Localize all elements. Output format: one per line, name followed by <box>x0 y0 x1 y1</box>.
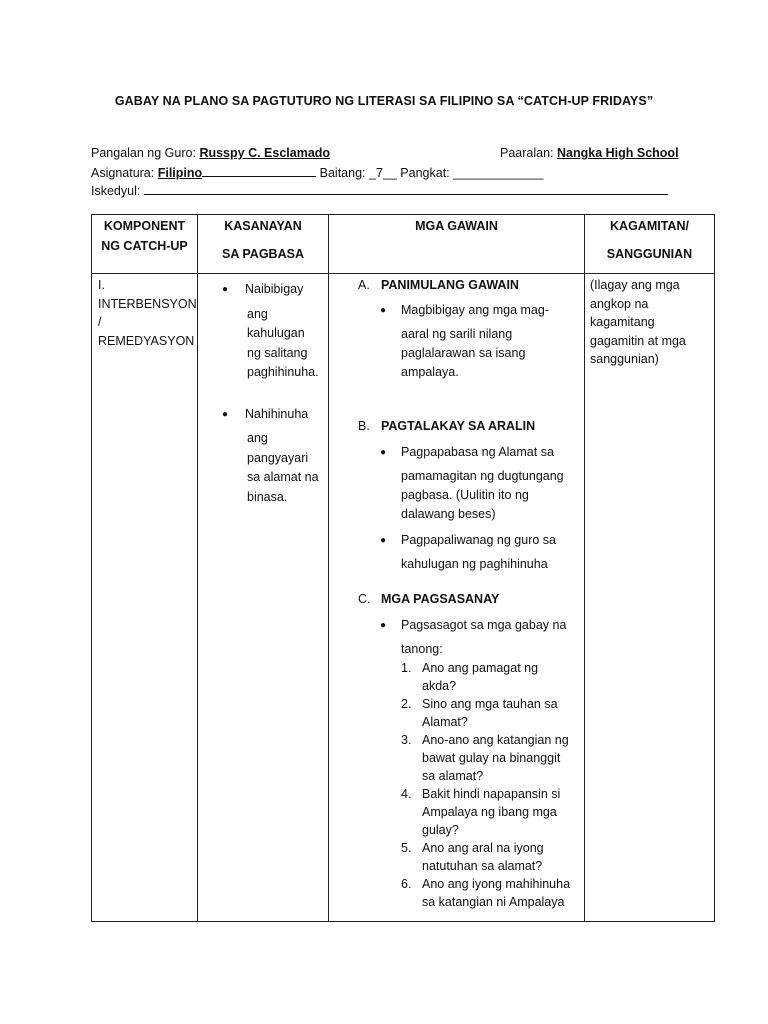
school-line <box>500 146 679 160</box>
kagamitan-cell <box>585 274 715 922</box>
kasanayan-text: Nahihinuha <box>245 406 309 421</box>
activity-text: aaral ng sarili nilang <box>401 327 513 341</box>
section-b-item <box>358 531 580 574</box>
activity-text: Pagpapaliwanag ng guro sa <box>401 533 556 547</box>
section-c-letter: C. <box>358 592 371 606</box>
table-header-row <box>92 215 715 274</box>
komponent-line: INTERBENSYON <box>98 296 197 311</box>
question-item: 5. Ano ang aral na iyong natutuhan sa alamat? <box>401 841 544 873</box>
gawain-cell <box>329 274 585 922</box>
header-gawain <box>329 215 585 274</box>
komponent-cell <box>92 274 198 922</box>
header-gawain-text: MGA GAWAIN <box>415 219 498 233</box>
activity-text: ampalaya. <box>401 365 459 379</box>
activity-text: pamamagitan ng dugtungang <box>401 469 564 483</box>
kagamitan-text: (Ilagay ang mga <box>590 278 680 292</box>
bullet-icon: ● <box>380 447 387 458</box>
lesson-plan-table <box>91 214 715 922</box>
question-item: 4. Bakit hindi napapansin si Ampalaya ng ibang mga gulay? <box>401 787 561 837</box>
section-a-letter: A. <box>358 278 370 292</box>
subject-value: Filipino <box>157 166 203 180</box>
bullet-icon: ● <box>222 284 229 295</box>
section-a-heading <box>358 276 580 295</box>
grade-label: Baitang: <box>319 166 366 180</box>
school-label: Paaralan: <box>500 146 554 160</box>
question-item: 3. Ano-ano ang katangian ng bawat gulay na binanggit sa alamat? <box>401 733 569 783</box>
kasanayan-text: sa alamat na <box>247 470 319 484</box>
komponent-number: I. <box>98 278 105 292</box>
header-komponent-line2: NG CATCH-UP <box>101 239 188 253</box>
bullet-icon: ● <box>380 620 387 631</box>
teacher-label: Pangalan ng Guro: <box>91 146 196 160</box>
section-c-title: MGA PAGSASANAY <box>381 592 500 606</box>
section-value: _____________ <box>453 166 544 180</box>
activity-text: Pagpapabasa ng Alamat sa <box>401 445 554 459</box>
subject-line <box>91 164 544 180</box>
section-label: Pangkat: <box>400 166 450 180</box>
kagamitan-text: sanggunian) <box>590 352 659 366</box>
activity-text: dalawang beses) <box>401 507 496 521</box>
section-c-item <box>358 616 580 911</box>
teacher-name: Russpy C. Esclamado <box>199 146 331 160</box>
section-b-item <box>358 443 580 524</box>
question-item: 6. Ano ang iyong mahihinuha sa katangian ni Ampalaya <box>401 877 571 909</box>
bullet-icon: ● <box>380 535 387 546</box>
grade-value: _7__ <box>369 166 397 180</box>
teacher-line <box>91 146 330 160</box>
activity-text: tanong: <box>401 642 443 656</box>
header-kagamitan <box>585 215 715 274</box>
header-kasanayan-line1: KASANAYAN <box>224 219 302 233</box>
kasanayan-cell <box>198 274 329 922</box>
header-kagamitan-line2: SANGGUNIAN <box>606 247 693 261</box>
section-b-heading <box>358 417 580 436</box>
section-a-item <box>358 301 580 382</box>
school-name: Nangka High School <box>557 146 679 160</box>
activity-text: pagbasa. (Uulitin ito ng <box>401 488 529 502</box>
kasanayan-text: paghihinuha. <box>247 365 319 379</box>
document-title: GABAY NA PLANO SA PAGTUTURO NG LITERASI SA FILIPINO SA “CATCH-UP FRIDAYS” <box>114 94 654 108</box>
section-a-title: PANIMULANG GAWAIN <box>381 278 519 292</box>
kagamitan-text: angkop na <box>590 296 649 311</box>
section-b-letter: B. <box>358 419 370 433</box>
question-item: 1. Ano ang pamagat ng akda? <box>401 661 539 693</box>
kasanayan-text: pangyayari <box>247 450 309 465</box>
schedule-label: Iskedyul: <box>91 184 141 198</box>
header-komponent <box>92 215 198 274</box>
table-body-row <box>92 274 715 922</box>
kasanayan-text: Naibibigay <box>245 282 304 296</box>
header-komponent-line1: KOMPONENT <box>103 219 186 233</box>
komponent-line: REMEDYASYON <box>98 333 195 348</box>
section-c-heading <box>358 590 580 609</box>
kasanayan-text: ang <box>247 306 268 321</box>
kasanayan-text: binasa. <box>247 489 288 504</box>
section-b-title: PAGTALAKAY SA ARALIN <box>381 419 536 433</box>
schedule-blank-line <box>144 182 668 195</box>
activity-text: Pagsasagot sa mga gabay na <box>401 618 567 632</box>
bullet-icon: ● <box>222 408 229 420</box>
kasanayan-item <box>224 280 324 300</box>
kasanayan-item <box>224 405 324 425</box>
question-item: 2. Sino ang mga tauhan sa Alamat? <box>401 697 558 729</box>
activity-text: Magbibigay ang mga mag- <box>401 303 549 317</box>
kasanayan-text: ang <box>247 431 268 445</box>
subject-label: Asignatura: <box>91 166 155 180</box>
subject-blank-line <box>202 164 316 177</box>
header-kasanayan-line2: SA PAGBASA <box>222 247 304 261</box>
kasanayan-text: ng salitang <box>247 345 308 360</box>
komponent-line: / <box>98 315 102 329</box>
kagamitan-text: kagamitang <box>590 315 655 329</box>
bullet-icon: ● <box>380 305 387 316</box>
question-list <box>401 659 570 911</box>
activity-text: paglalarawan sa isang <box>401 346 526 360</box>
header-kasanayan <box>198 215 329 274</box>
kagamitan-text: gagamitin at mga <box>590 333 686 348</box>
activity-text: kahulugan ng paghihinuha <box>401 557 548 571</box>
schedule-line <box>91 182 668 198</box>
kasanayan-text: kahulugan <box>247 326 305 340</box>
header-kagamitan-line1: KAGAMITAN/ <box>610 219 689 233</box>
